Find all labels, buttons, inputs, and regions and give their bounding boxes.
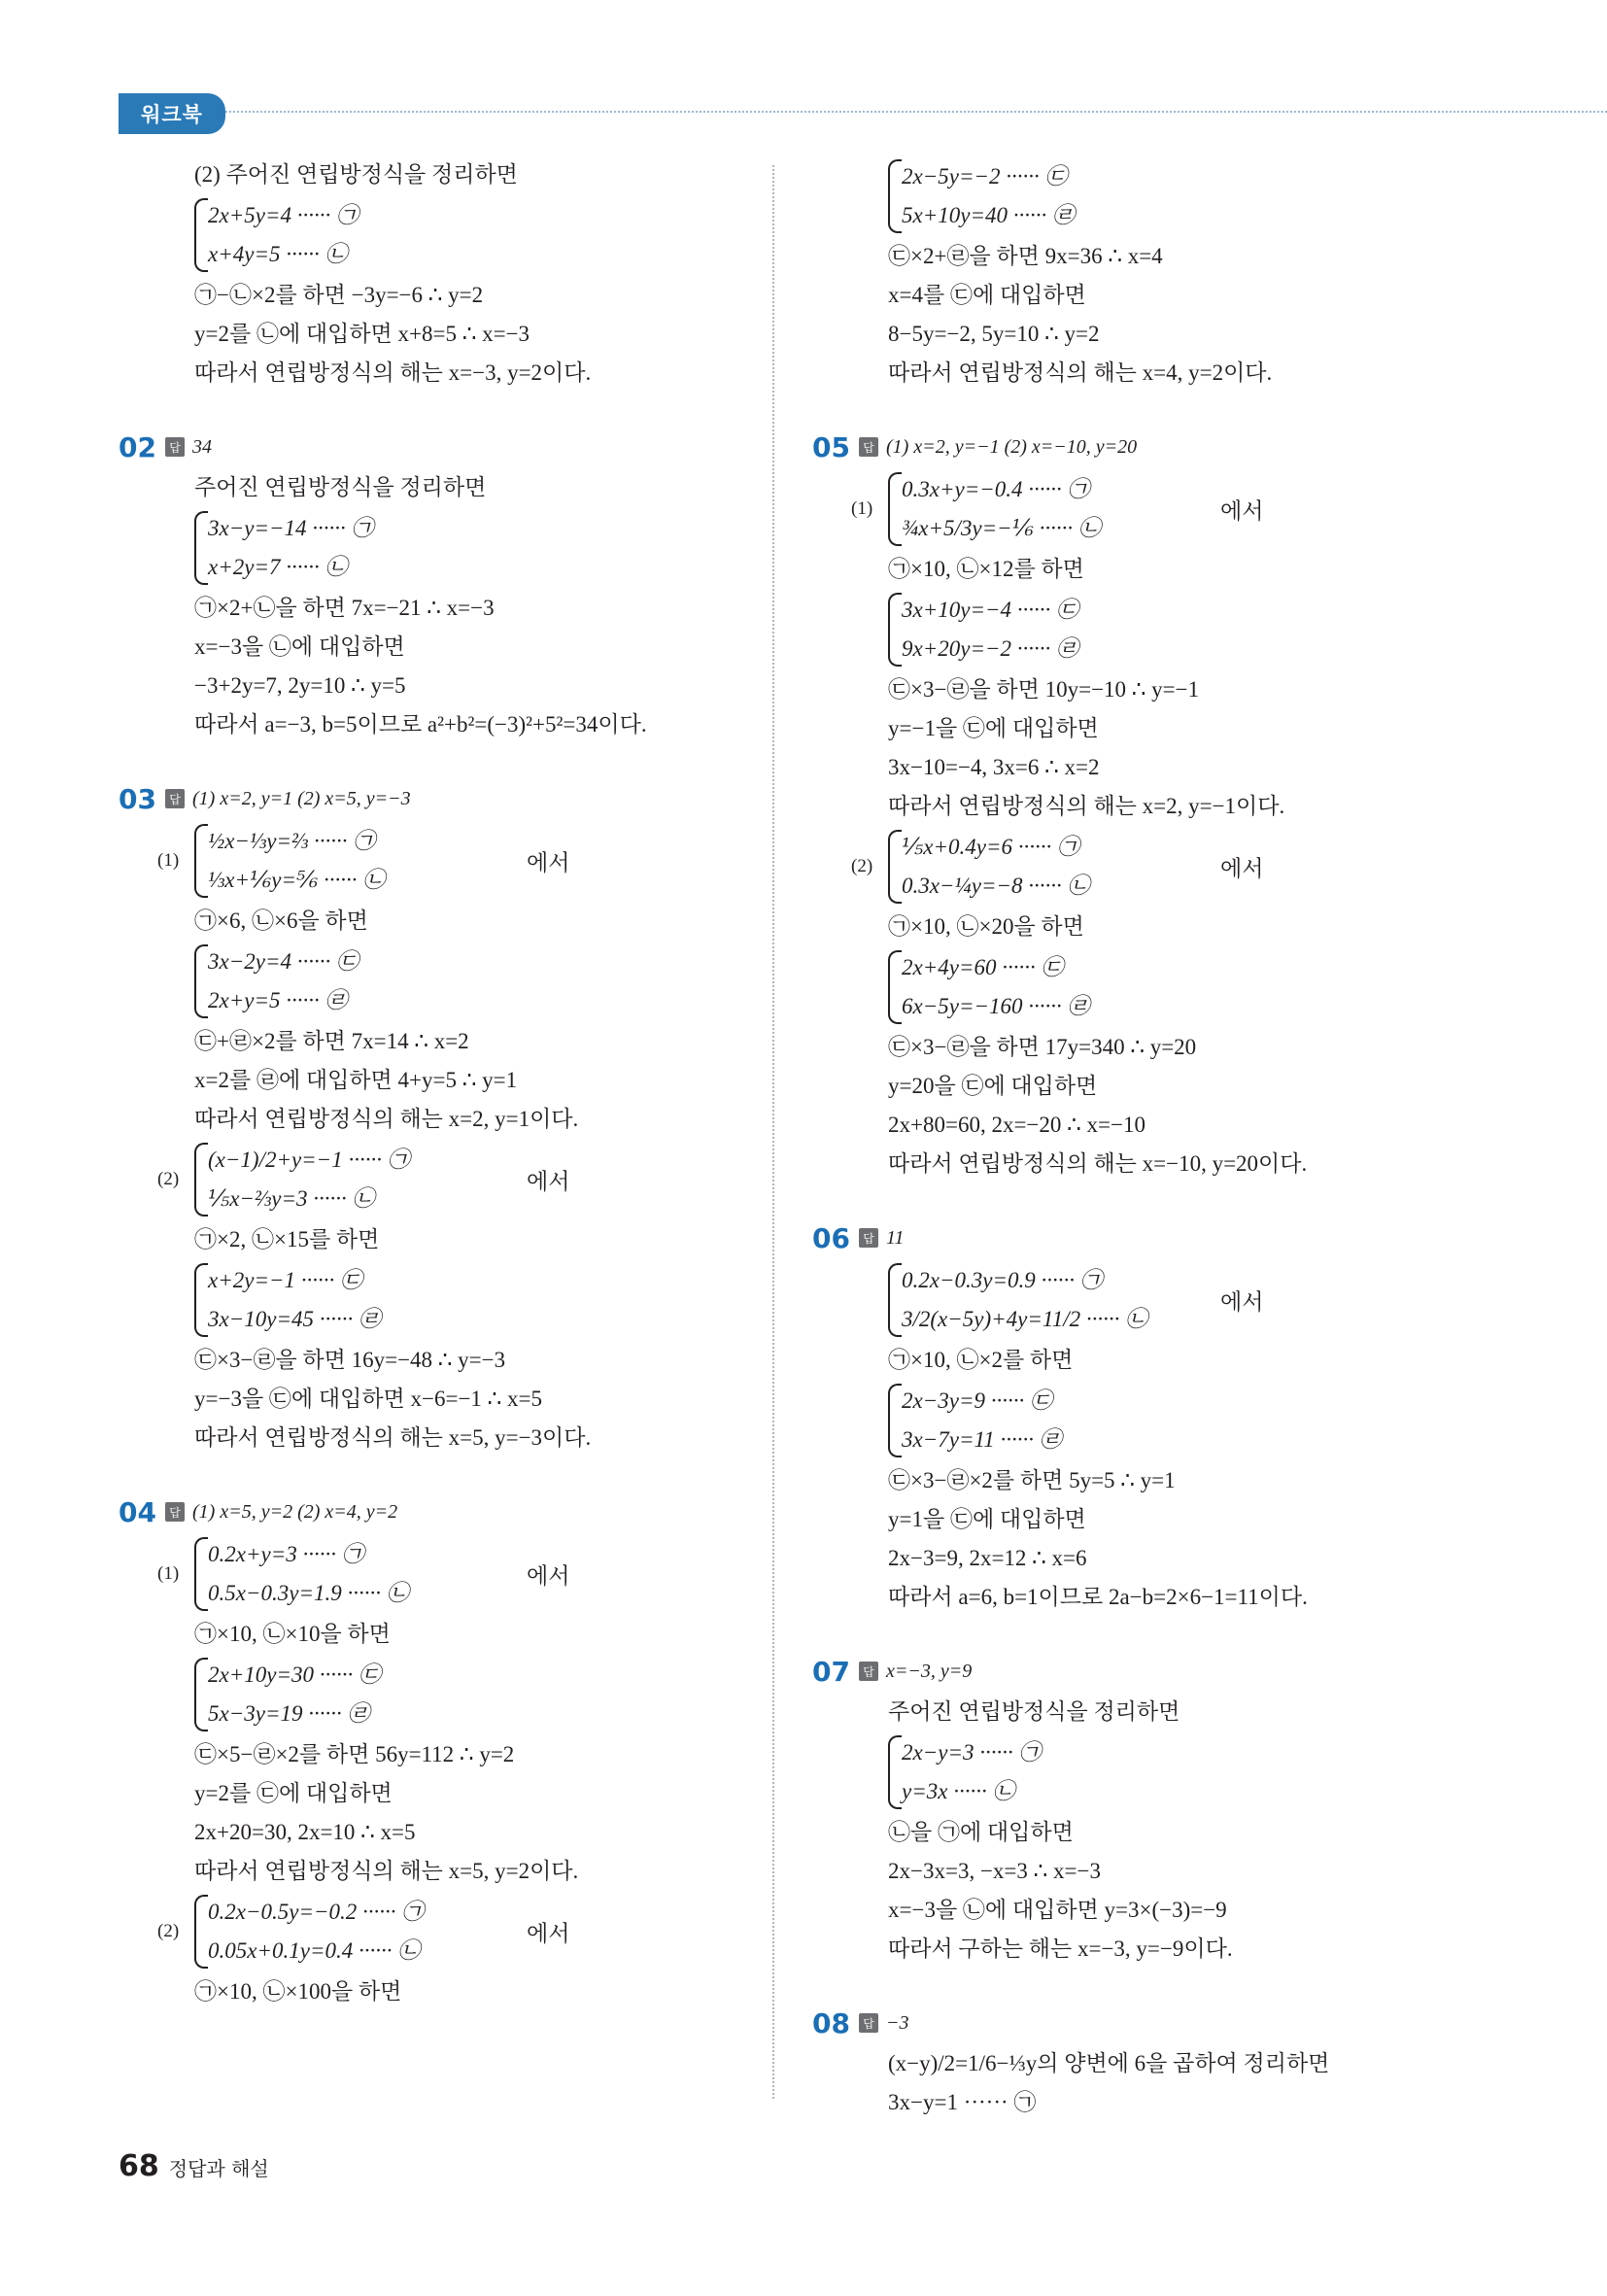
text-line: ㉠×2+㉡을 하면 7x=−21 ∴ x=−3	[194, 596, 495, 620]
equation-system	[119, 822, 740, 900]
answer-icon: 답	[859, 437, 878, 457]
problem-04	[119, 1491, 740, 2011]
text-line: −3+2y=7, 2y=10 ∴ y=5	[194, 673, 406, 698]
equation-system	[119, 1141, 740, 1218]
text-line: y=−1을 ㉢에 대입하면	[888, 716, 1099, 740]
text-line: 8−5y=−2, 5y=10 ∴ y=2	[888, 322, 1100, 346]
equation: (x−1)/2+y=−1 ······ ㉠	[208, 1148, 410, 1172]
text-line: 따라서 연립방정식의 해는 x=2, y=1이다.	[194, 1107, 579, 1131]
text-line: 3x−10=−4, 3x=6 ∴ x=2	[888, 755, 1100, 779]
equation: 0.3x−¼y=−8 ······ ㉡	[902, 874, 1090, 898]
problem-02	[119, 426, 740, 744]
equation: 5x+10y=40 ······ ㉣	[902, 203, 1075, 227]
equation: x+2y=−1 ······ ㉢	[208, 1268, 362, 1292]
text-line: x=−3을 ㉡에 대입하면	[194, 634, 405, 659]
equation: 0.5x−0.3y=1.9 ······ ㉡	[208, 1581, 409, 1605]
equation: 3x−7y=11 ······ ㉣	[902, 1427, 1062, 1452]
equation-system	[119, 1261, 740, 1339]
equation-system	[119, 1893, 740, 1970]
equation: 3x−2y=4 ······ ㉢	[208, 949, 359, 974]
answer: x=−3, y=9	[886, 1660, 973, 1682]
text-line: 따라서 a=6, b=1이므로 2a−b=2×6−1=11이다.	[888, 1585, 1308, 1609]
equation: 0.3x+y=−0.4 ······ ㉠	[902, 477, 1090, 501]
equation: ⅕x−⅔y=3 ······ ㉡	[208, 1186, 375, 1211]
part-label: (2)	[157, 1921, 180, 1941]
text-line: ㉡을 ㉠에 대입하면	[888, 1820, 1074, 1844]
equation-system	[812, 1261, 1434, 1339]
suffix-text: 에서	[527, 1921, 570, 1946]
equation: 3/2(x−5y)+4y=11/2 ······ ㉡	[902, 1307, 1148, 1331]
text-line: 3x−y=1 ······ ㉠	[888, 2090, 1037, 2114]
part-label: (1)	[157, 1563, 180, 1584]
equation: y=3x ······ ㉡	[902, 1779, 1015, 1803]
problem-number: 07	[812, 1655, 850, 1688]
answer-icon: 답	[859, 1228, 878, 1248]
text-line: ㉠×10, ㉡×12를 하면	[888, 557, 1084, 581]
equation-system	[119, 1535, 740, 1613]
equation: 6x−5y=−160 ······ ㉣	[902, 994, 1090, 1018]
equation: 2x−y=3 ······ ㉠	[902, 1740, 1042, 1765]
text-line: 따라서 연립방정식의 해는 x=−10, y=20이다.	[888, 1151, 1308, 1176]
text-line: (2) 주어진 연립방정식을 정리하면	[194, 162, 518, 187]
problem-06	[812, 1217, 1434, 1617]
equation: ½x−⅓y=⅔ ······ ㉠	[208, 829, 376, 853]
answer-icon: 답	[165, 789, 185, 808]
text-line: x=2를 ㉣에 대입하면 4+y=5 ∴ y=1	[194, 1068, 518, 1092]
problem-03	[119, 777, 740, 1457]
text-line: y=2를 ㉢에 대입하면	[194, 1781, 393, 1805]
text-line: 2x+20=30, 2x=10 ∴ x=5	[194, 1820, 416, 1844]
equation-system	[812, 828, 1434, 906]
text-line: 2x+80=60, 2x=−20 ∴ x=−10	[888, 1113, 1145, 1137]
suffix-text: 에서	[527, 1169, 570, 1194]
equation: ¾x+5/3y=−⅙ ······ ㉡	[902, 516, 1101, 540]
problem-07	[812, 1650, 1434, 1969]
answer: 11	[886, 1226, 905, 1249]
text-line: ㉠×6, ㉡×6을 하면	[194, 908, 368, 933]
problem-number: 03	[119, 782, 156, 815]
equation-system	[812, 470, 1434, 548]
equation: 3x−y=−14 ······ ㉠	[208, 516, 374, 540]
equation: 0.2x−0.5y=−0.2 ······ ㉠	[208, 1900, 425, 1924]
problem-number: 08	[812, 2006, 850, 2039]
equation: 2x+y=5 ······ ㉣	[208, 988, 348, 1012]
text-line: 주어진 연립방정식을 정리하면	[888, 1699, 1180, 1724]
workbook-tag: 워크북	[119, 93, 225, 134]
answer-icon: 답	[859, 2013, 878, 2033]
text-line: ㉠−㉡×2를 하면 −3y=−6 ∴ y=2	[194, 283, 484, 307]
text-line: 2x−3x=3, −x=3 ∴ x=−3	[888, 1859, 1101, 1883]
equation: 2x−3y=9 ······ ㉢	[902, 1388, 1052, 1413]
text-line: y=−3을 ㉢에 대입하면 x−6=−1 ∴ x=5	[194, 1387, 543, 1411]
text-line: ㉠×10, ㉡×100을 하면	[194, 1979, 402, 2004]
equation-system	[119, 509, 740, 587]
equation: ⅓x+⅙y=⅚ ······ ㉡	[208, 868, 386, 892]
problem-number: 02	[119, 430, 156, 463]
text-line: ㉢×2+㉣을 하면 9x=36 ∴ x=4	[888, 244, 1163, 268]
text-line: x=4를 ㉢에 대입하면	[888, 283, 1086, 307]
text-line: ㉢+㉣×2를 하면 7x=14 ∴ x=2	[194, 1029, 469, 1053]
equation-system	[119, 196, 740, 274]
equation: 0.2x−0.3y=0.9 ······ ㉠	[902, 1268, 1103, 1292]
part-label: (2)	[157, 1169, 180, 1189]
answer: (1) x=2, y=−1 (2) x=−10, y=20	[886, 435, 1138, 458]
text-line: ㉠×10, ㉡×2를 하면	[888, 1348, 1074, 1372]
equation: 0.05x+0.1y=0.4 ······ ㉡	[208, 1938, 421, 1963]
equation: x+2y=7 ······ ㉡	[208, 555, 348, 579]
text-line: y=20을 ㉢에 대입하면	[888, 1074, 1098, 1098]
problem-05	[812, 426, 1434, 1183]
text-line: ㉢×5−㉣×2를 하면 56y=112 ∴ y=2	[194, 1742, 515, 1766]
equation: 3x−10y=45 ······ ㉣	[208, 1307, 381, 1331]
equation-system	[812, 948, 1434, 1026]
text-line: ㉢×3−㉣×2를 하면 5y=5 ∴ y=1	[888, 1468, 1176, 1492]
suffix-text: 에서	[1220, 498, 1264, 524]
equation-system	[812, 1733, 1434, 1811]
text-line: 따라서 구하는 해는 x=−3, y=−9이다.	[888, 1936, 1233, 1961]
equation-system	[119, 1656, 740, 1733]
suffix-text: 에서	[527, 850, 570, 875]
answer: (1) x=2, y=1 (2) x=5, y=−3	[192, 787, 411, 809]
problem-number: 04	[119, 1495, 156, 1528]
equation: 3x+10y=−4 ······ ㉢	[902, 598, 1078, 622]
equation: 0.2x+y=3 ······ ㉠	[208, 1542, 364, 1566]
part-label: (1)	[851, 498, 873, 519]
suffix-text: 에서	[1220, 856, 1264, 881]
text-line: ㉠×2, ㉡×15를 하면	[194, 1227, 380, 1251]
suffix-text: 에서	[1220, 1289, 1264, 1315]
page-footer	[119, 2149, 269, 2183]
footer-label: 정답과 해설	[168, 2157, 269, 2180]
equation: 2x+10y=30 ······ ㉢	[208, 1662, 381, 1687]
problem-number: 06	[812, 1221, 850, 1254]
equation: 5x−3y=19 ······ ㉣	[208, 1701, 370, 1726]
text-line: ㉢×3−㉣을 하면 17y=340 ∴ y=20	[888, 1035, 1197, 1059]
equation: 2x+4y=60 ······ ㉢	[902, 955, 1064, 979]
page-number: 68	[119, 2149, 159, 2183]
suffix-text: 에서	[527, 1563, 570, 1589]
equation-system	[119, 942, 740, 1020]
text-line: 주어진 연립방정식을 정리하면	[194, 475, 487, 499]
text-line: 따라서 연립방정식의 해는 x=5, y=−3이다.	[194, 1425, 592, 1450]
header-rule	[225, 111, 1607, 113]
text-line: 따라서 a=−3, b=5이므로 a²+b²=(−3)²+5²=34이다.	[194, 712, 647, 737]
text-line: 따라서 연립방정식의 해는 x=−3, y=2이다.	[194, 360, 592, 385]
text-line: ㉠×10, ㉡×10을 하면	[194, 1622, 391, 1646]
answer-icon: 답	[859, 1662, 878, 1681]
text-line: y=1을 ㉢에 대입하면	[888, 1507, 1086, 1531]
column-divider	[772, 165, 774, 2099]
equation: 9x+20y=−2 ······ ㉣	[902, 636, 1078, 661]
text-line: 따라서 연립방정식의 해는 x=2, y=−1이다.	[888, 794, 1285, 818]
text-line: ㉢×3−㉣을 하면 10y=−10 ∴ y=−1	[888, 677, 1200, 702]
text-line: (x−y)/2=1/6−⅓y의 양변에 6을 곱하여 정리하면	[888, 2051, 1330, 2075]
answer: (1) x=5, y=2 (2) x=4, y=2	[192, 1500, 398, 1523]
text-line: 2x−3=9, 2x=12 ∴ x=6	[888, 1546, 1087, 1570]
text-line: 따라서 연립방정식의 해는 x=4, y=2이다.	[888, 360, 1273, 385]
equation-system	[812, 591, 1434, 668]
text-line: y=2를 ㉡에 대입하면 x+8=5 ∴ x=−3	[194, 322, 530, 346]
equation: x+4y=5 ······ ㉡	[208, 242, 348, 266]
text-line: x=−3을 ㉡에 대입하면 y=3×(−3)=−9	[888, 1898, 1227, 1922]
part-label: (2)	[851, 856, 873, 876]
equation: 2x+5y=4 ······ ㉠	[208, 203, 359, 227]
answer-icon: 답	[165, 1502, 185, 1522]
equation: ⅕x+0.4y=6 ······ ㉠	[902, 835, 1080, 859]
problem-08	[812, 2002, 1434, 2122]
problem-number: 05	[812, 430, 850, 463]
part-label: (1)	[157, 850, 180, 871]
solution-continued	[812, 157, 1434, 393]
solution-continued	[119, 155, 740, 393]
equation: 2x−5y=−2 ······ ㉢	[902, 164, 1068, 188]
answer: −3	[886, 2011, 909, 2034]
answer-icon: 답	[165, 437, 185, 457]
equation-system	[812, 157, 1434, 235]
right-column	[812, 155, 1434, 2155]
left-column	[119, 155, 740, 2044]
text-line: 따라서 연립방정식의 해는 x=5, y=2이다.	[194, 1859, 579, 1883]
answer: 34	[192, 435, 212, 458]
equation-system	[812, 1382, 1434, 1459]
text-line: ㉢×3−㉣을 하면 16y=−48 ∴ y=−3	[194, 1348, 506, 1372]
text-line: ㉠×10, ㉡×20을 하면	[888, 914, 1084, 939]
